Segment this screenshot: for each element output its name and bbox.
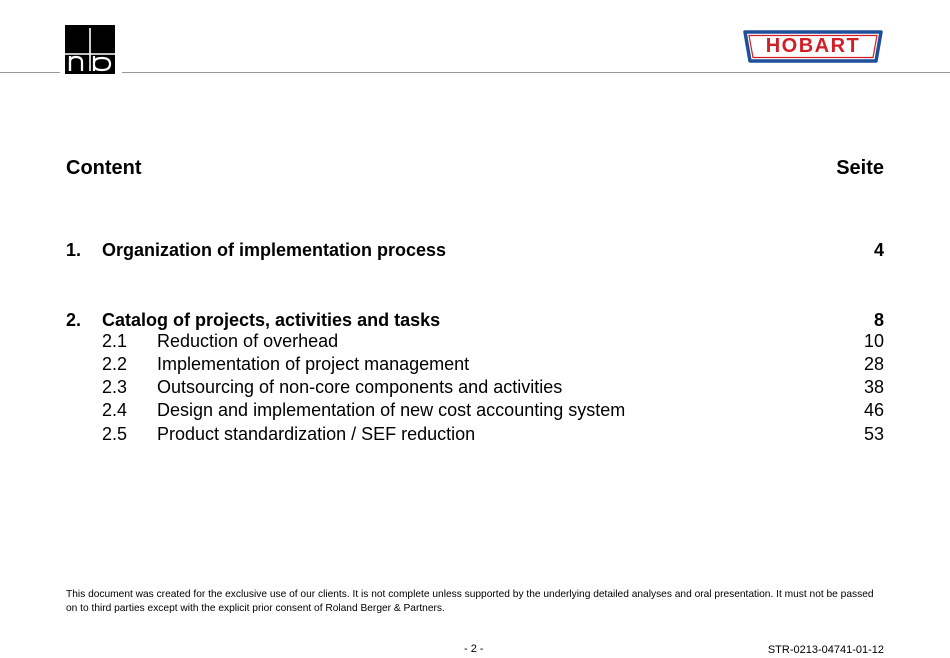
subsection-page: 28 <box>863 354 884 374</box>
subsection-title: Outsourcing of non-core components and activities <box>157 377 563 397</box>
subsection-number: 2.5 <box>102 424 128 444</box>
section-number: 1. <box>66 240 82 260</box>
hobart-logo-text: HOBART <box>765 35 861 57</box>
toc-subsection <box>102 400 884 422</box>
subsection-page: 53 <box>863 424 884 444</box>
section-page: 8 <box>873 310 884 330</box>
subsection-title: Product standardization / SEF reduction <box>157 424 476 444</box>
header-rule-left <box>0 72 60 73</box>
section-title: Catalog of projects, activities and tasks <box>102 310 441 330</box>
page-number: - 2 - <box>464 643 484 655</box>
toc-page-heading: Seite <box>836 157 884 179</box>
subsection-title: Design and implementation of new cost accounting system <box>157 400 626 420</box>
subsection-title: Implementation of project management <box>157 354 470 374</box>
confidentiality-disclaimer: This document was created for the exclusive use of our clients. It is not complete unless supported by the underlying detailed analyses and oral presentation. It must not be passed on to third parties except with the explicit prior consent of Roland Berger & Partners. <box>66 589 874 614</box>
subsection-page: 10 <box>863 331 884 351</box>
toc-section-2 <box>66 310 884 332</box>
subsection-page: 46 <box>863 400 884 420</box>
toc-subsection <box>102 377 884 399</box>
toc-subsection <box>102 331 884 353</box>
subsection-number: 2.2 <box>102 354 128 374</box>
toc-section-1 <box>66 240 884 262</box>
subsection-title: Reduction of overhead <box>157 331 339 351</box>
hobart-logo <box>743 30 883 63</box>
section-title: Organization of implementation process <box>102 240 447 260</box>
roland-berger-logo <box>65 25 115 74</box>
subsection-page: 38 <box>863 377 884 397</box>
section-number: 2. <box>66 310 82 330</box>
toc-subsection <box>102 424 884 446</box>
header-rule-right <box>122 72 950 73</box>
subsection-number: 2.1 <box>102 331 128 351</box>
toc-heading: Content <box>66 157 142 179</box>
subsection-number: 2.3 <box>102 377 128 397</box>
document-id: STR-0213-04741-01-12 <box>767 644 884 656</box>
section-page: 4 <box>873 240 884 260</box>
subsection-number: 2.4 <box>102 400 128 420</box>
toc-subsection <box>102 354 884 376</box>
